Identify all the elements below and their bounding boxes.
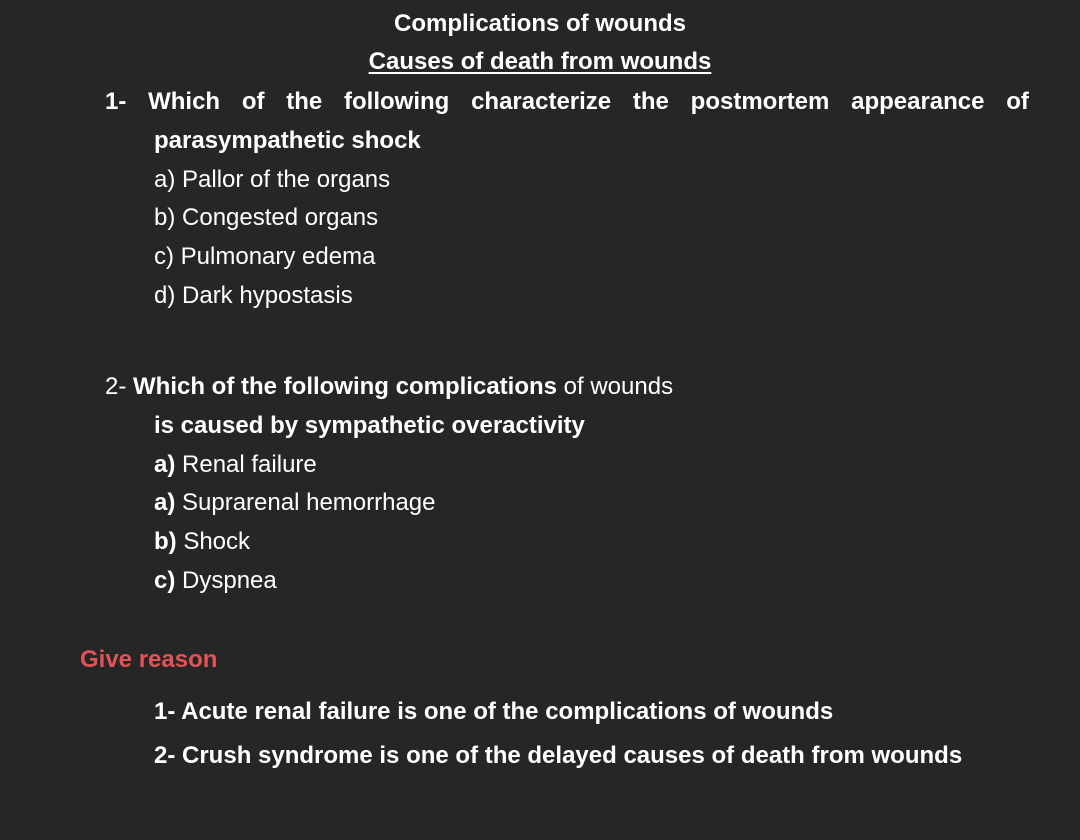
question-2-stem-normal: of wounds (557, 373, 674, 400)
question-1-word: the (286, 88, 323, 115)
question-1-word: of (1006, 88, 1029, 115)
page-subtitle: Causes of death from wounds (368, 48, 712, 75)
question-2-stem (105, 373, 673, 401)
question-2-number: 2- (105, 373, 134, 400)
question-1-option-a: a) Pallor of the organs (154, 166, 391, 193)
question-2-option (154, 489, 436, 517)
question-1-word: postmortem (690, 88, 830, 115)
question-1-stem (105, 88, 1029, 116)
question-1-word: characterize (471, 88, 612, 115)
page-title: Complications of wounds (394, 10, 686, 37)
question-1-option-b: b) Congested organs (154, 204, 379, 231)
question-1-word: appearance (851, 88, 985, 115)
question-1-word: of (241, 88, 265, 115)
question-1-word: 1- (105, 88, 127, 115)
question-1-option-c: c) Pulmonary edema (154, 243, 376, 270)
question-1-option-d: d) Dark hypostasis (154, 282, 353, 309)
give-reason-item-1: 1- Acute renal failure is one of the complications of wounds (154, 698, 834, 725)
question-1-continuation: parasympathetic shock (154, 127, 421, 154)
option-letter: a) (154, 489, 176, 516)
question-2-continuation: is caused by sympathetic overactivity (154, 412, 585, 439)
question-2-option (154, 451, 317, 479)
option-text: Suprarenal hemorrhage (175, 489, 436, 516)
option-text: Renal failure (175, 451, 317, 478)
question-1-word: the (632, 88, 669, 115)
option-text: Dyspnea (175, 567, 277, 594)
question-2-option (154, 567, 277, 595)
option-letter: a) (154, 451, 176, 478)
give-reason-heading: Give reason (80, 646, 218, 673)
option-text: Shock (176, 528, 251, 555)
question-2-option (154, 528, 250, 556)
give-reason-item-2: 2- Crush syndrome is one of the delayed causes of death from wounds (154, 742, 963, 769)
question-1-word: following (344, 88, 450, 115)
option-letter: b) (154, 528, 177, 555)
question-2-stem-bold: Which of the following complications (133, 373, 557, 400)
option-letter: c) (154, 567, 176, 594)
question-1-word: Which (148, 88, 221, 115)
